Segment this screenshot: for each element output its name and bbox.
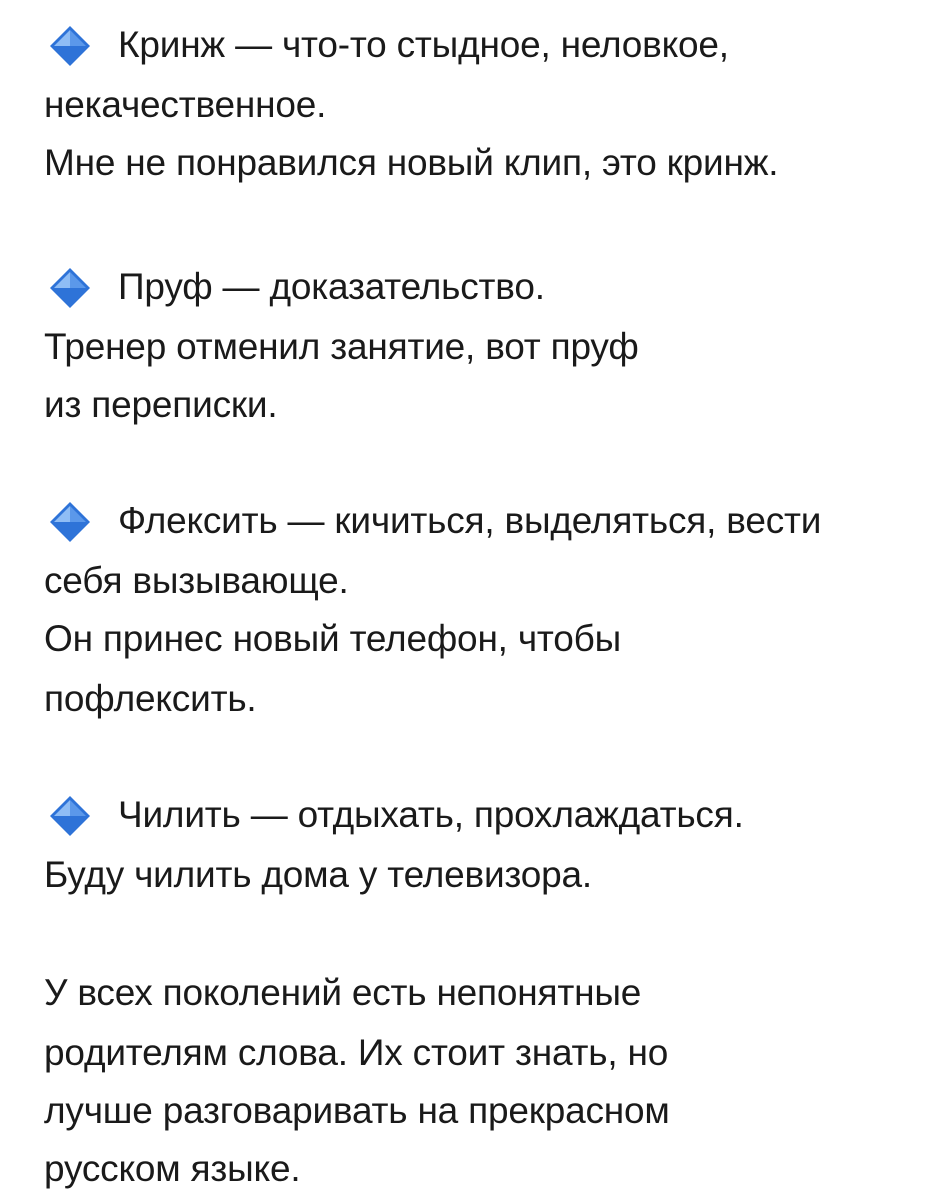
blue-diamond-icon — [48, 500, 92, 544]
conclusion-line-2: родителям слова. Их стоит знать, но — [44, 1032, 669, 1073]
example-proof-line-1: Тренер отменил занятие, вот пруф — [44, 326, 639, 367]
definition-flex-cont: себя вызывающе. — [44, 560, 349, 601]
conclusion-line-4: русском языке. — [44, 1148, 301, 1189]
example-flex-line-1: Он принес новый телефон, чтобы — [44, 618, 622, 659]
example-proof-line-2: из переписки. — [44, 384, 278, 425]
definition-proof: Пруф — доказательство. — [118, 266, 545, 307]
blue-diamond-icon — [48, 24, 92, 68]
definition-kringe-cont: некачественное. — [44, 84, 327, 125]
example-chill: Буду чилить дома у телевизора. — [44, 854, 592, 895]
definition-chill: Чилить — отдыхать, прохлаждаться. — [118, 794, 744, 835]
definition-flex: Флексить — кичиться, выделяться, вести — [118, 500, 822, 541]
example-kringe: Мне не понравился новый клип, это кринж. — [44, 142, 779, 183]
conclusion-line-3: лучше разговаривать на прекрасном — [44, 1090, 670, 1131]
conclusion-line-1: У всех поколений есть непонятные — [44, 972, 642, 1013]
definition-kringe: Кринж — что-то стыдное, неловкое, — [118, 24, 729, 65]
blue-diamond-icon — [48, 266, 92, 310]
blue-diamond-icon — [48, 794, 92, 838]
example-flex-line-2: пофлексить. — [44, 678, 257, 719]
